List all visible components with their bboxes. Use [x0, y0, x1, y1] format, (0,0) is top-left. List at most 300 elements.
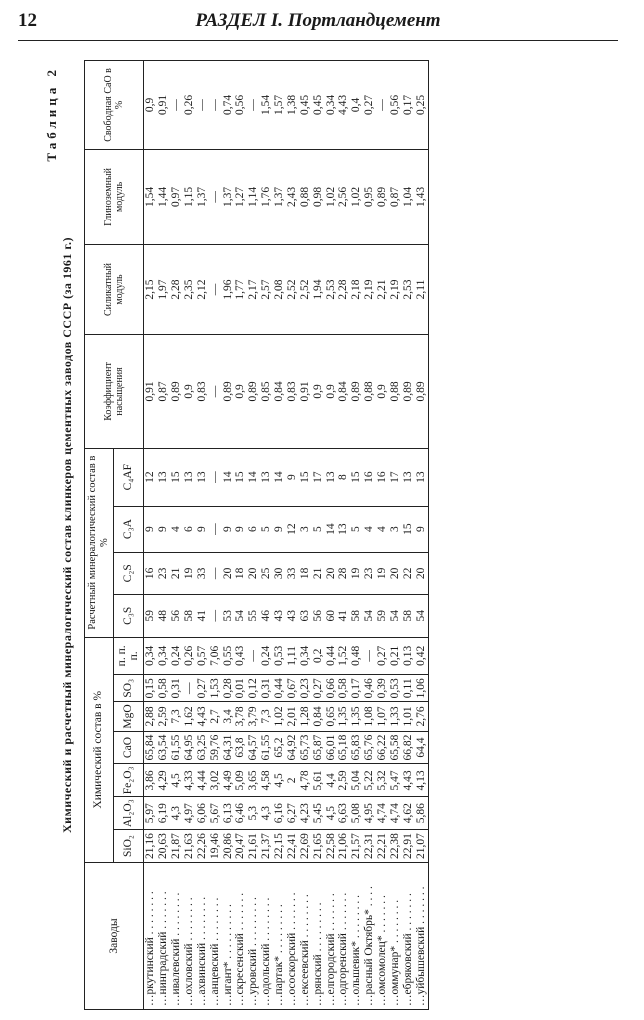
value-cell: 2,11 [415, 244, 428, 334]
value-cell: 21,87 [170, 830, 183, 863]
value-cell: 23 [363, 552, 376, 594]
value-cell: 65,2 [273, 731, 286, 764]
section-title: РАЗДЕЛ I. Портландцемент [195, 10, 441, 31]
factory-name-cell: …анцевский . . . . . . . . [209, 863, 222, 1010]
value-cell: 5,47 [389, 764, 402, 797]
value-cell: 4,78 [299, 764, 312, 797]
value-cell: 7,06 [209, 637, 222, 675]
value-cell: 54 [415, 595, 428, 637]
value-cell: 1,07 [376, 702, 389, 731]
value-cell: 3,65 [247, 764, 260, 797]
value-cell: 13 [157, 448, 170, 506]
value-cell: 0,23 [299, 675, 312, 702]
value-cell: 0,17 [402, 61, 415, 150]
value-cell: 22,91 [402, 830, 415, 863]
factory-name-cell: …ольшевик* . . . . . . . . [350, 863, 363, 1010]
value-cell: 0,84 [337, 335, 350, 449]
value-cell: 2,21 [376, 244, 389, 334]
factory-name-cell: …омсомолец* . . . . . . . [376, 863, 389, 1010]
table-row [415, 61, 428, 1010]
value-cell: 18 [234, 552, 247, 594]
value-cell: 0,66 [325, 675, 338, 702]
value-cell: 6,06 [196, 797, 209, 830]
value-cell: 0,89 [402, 335, 415, 449]
value-cell: 2,19 [363, 244, 376, 334]
value-cell: 2,7 [209, 702, 222, 731]
value-cell: 1,94 [312, 244, 325, 334]
value-cell: 13 [325, 448, 338, 506]
value-cell: 0,46 [363, 675, 376, 702]
value-cell: 2,01 [286, 702, 299, 731]
table-row [350, 61, 363, 1010]
value-cell: 1,02 [273, 702, 286, 731]
value-cell: 1,08 [363, 702, 376, 731]
value-cell: 3,86 [144, 764, 157, 797]
group-chemical-header: Химический состав в % [85, 637, 114, 862]
value-cell: 20 [389, 552, 402, 594]
value-cell: 0,31 [260, 675, 273, 702]
value-cell: 3,02 [209, 764, 222, 797]
value-cell: 63,25 [196, 731, 209, 764]
table-row [402, 61, 415, 1010]
value-cell: 63,8 [234, 731, 247, 764]
value-cell: 0,34 [299, 637, 312, 675]
value-cell: 15 [299, 448, 312, 506]
value-cell: — [170, 61, 183, 150]
value-cell: 5,32 [376, 764, 389, 797]
value-cell: 1,35 [350, 702, 363, 731]
value-cell: 6,13 [222, 797, 235, 830]
page-header [18, 10, 618, 41]
table-row [325, 61, 338, 1010]
value-cell: — [247, 637, 260, 675]
value-cell: — [209, 506, 222, 552]
value-cell: 4 [170, 506, 183, 552]
value-cell: 1,57 [273, 61, 286, 150]
table-row [376, 61, 389, 1010]
value-cell: 0,98 [312, 149, 325, 244]
value-cell: 9 [157, 506, 170, 552]
value-cell: 53 [222, 595, 235, 637]
value-cell: 22,69 [299, 830, 312, 863]
value-cell: 1,62 [183, 702, 196, 731]
table-row [196, 61, 209, 1010]
factory-name-cell: …одольский . . . . . . . . [260, 863, 273, 1010]
factory-name-cell: …уровский . . . . . . . . . [247, 863, 260, 1010]
value-cell: 0,84 [273, 335, 286, 449]
value-cell: 0,89 [222, 335, 235, 449]
value-cell: 1,28 [299, 702, 312, 731]
table-row [363, 61, 376, 1010]
value-cell: 0,55 [222, 637, 235, 675]
value-cell: 33 [286, 552, 299, 594]
factory-name-cell: …партак* . . . . . . . . . [273, 863, 286, 1010]
value-cell: 1,96 [222, 244, 235, 334]
table-row [286, 61, 299, 1010]
value-cell: 0,12 [247, 675, 260, 702]
value-cell: 0,2 [312, 637, 325, 675]
value-cell: 0,84 [312, 702, 325, 731]
value-cell: 1,04 [402, 149, 415, 244]
value-cell: 21,16 [144, 830, 157, 863]
value-cell: 20,86 [222, 830, 235, 863]
value-cell: 0,9 [144, 61, 157, 150]
factory-name-cell: …игант* . . . . . . . . . . [222, 863, 235, 1010]
value-cell: 19 [350, 552, 363, 594]
value-cell: 41 [196, 595, 209, 637]
value-cell: 0,45 [312, 61, 325, 150]
value-cell: 22 [402, 552, 415, 594]
col-so3-header: SO₃ [113, 675, 144, 702]
value-cell: 13 [183, 448, 196, 506]
value-cell: 3,79 [247, 702, 260, 731]
value-cell: 8 [337, 448, 350, 506]
value-cell: 2,35 [183, 244, 196, 334]
factory-name-cell: …нинградский . . . . . . . [157, 863, 170, 1010]
value-cell: 61,55 [260, 731, 273, 764]
col-silica-modulus-header: Силикатный модуль [85, 244, 144, 334]
value-cell: 0,28 [222, 675, 235, 702]
value-cell: 0,25 [415, 61, 428, 150]
table-row [312, 61, 325, 1010]
factory-name-cell: …рянский . . . . . . . . . [312, 863, 325, 1010]
value-cell: 4,49 [222, 764, 235, 797]
value-cell: 43 [273, 595, 286, 637]
table-row [183, 61, 196, 1010]
value-cell: 1,02 [350, 149, 363, 244]
value-cell: 0,13 [402, 637, 415, 675]
value-cell: — [196, 61, 209, 150]
value-cell: 4,58 [260, 764, 273, 797]
value-cell: 14 [325, 506, 338, 552]
value-cell: 22,31 [363, 830, 376, 863]
col-c3s-header: C₃S [113, 595, 144, 637]
value-cell: 0,34 [157, 637, 170, 675]
value-cell: 63 [299, 595, 312, 637]
value-cell: 13 [260, 448, 273, 506]
value-cell: 1,33 [389, 702, 402, 731]
value-cell: 0,87 [389, 149, 402, 244]
value-cell: 13 [196, 448, 209, 506]
value-cell: 66,82 [402, 731, 415, 764]
col-alumina-modulus-header: Глиноземный модуль [85, 149, 144, 244]
value-cell: 2,53 [402, 244, 415, 334]
value-cell: 59,76 [209, 731, 222, 764]
value-cell: 14 [222, 448, 235, 506]
value-cell: — [209, 448, 222, 506]
value-cell: 0,9 [312, 335, 325, 449]
value-cell: 41 [337, 595, 350, 637]
value-cell: 0,83 [286, 335, 299, 449]
value-cell: 21,57 [350, 830, 363, 863]
value-cell: 20 [325, 552, 338, 594]
value-cell: 3,78 [234, 702, 247, 731]
value-cell: 0,9 [376, 335, 389, 449]
value-cell: — [209, 335, 222, 449]
value-cell: 2,57 [260, 244, 273, 334]
table-row [337, 61, 350, 1010]
value-cell: 2,18 [350, 244, 363, 334]
value-cell: 5,67 [209, 797, 222, 830]
value-cell: 0,42 [415, 637, 428, 675]
value-cell: 65,73 [299, 731, 312, 764]
value-cell: 9 [234, 506, 247, 552]
col-loi-header: п. п. п. [113, 637, 144, 675]
factory-name-cell: …ебряковский . . . . . . . [402, 863, 415, 1010]
value-cell: 0,89 [247, 335, 260, 449]
value-cell: 1,37 [273, 149, 286, 244]
value-cell: 54 [363, 595, 376, 637]
value-cell: 5,97 [144, 797, 157, 830]
table-row [234, 61, 247, 1010]
value-cell: 0,27 [312, 675, 325, 702]
value-cell: 64,92 [286, 731, 299, 764]
value-cell: 5,86 [415, 797, 428, 830]
value-cell: 1,15 [183, 149, 196, 244]
factory-name-cell: …охловский . . . . . . . . [183, 863, 196, 1010]
value-cell: 48 [157, 595, 170, 637]
value-cell: 15 [170, 448, 183, 506]
value-cell: 0,67 [286, 675, 299, 702]
value-cell: 13 [337, 506, 350, 552]
value-cell: 64,95 [183, 731, 196, 764]
value-cell: 4,44 [196, 764, 209, 797]
value-cell: 22,21 [376, 830, 389, 863]
table-row [157, 61, 170, 1010]
table-row [144, 61, 157, 1010]
value-cell: 9 [196, 506, 209, 552]
col-c3a-header: C₃A [113, 506, 144, 552]
value-cell: 13 [402, 448, 415, 506]
value-cell: 2,59 [337, 764, 350, 797]
value-cell: 17 [389, 448, 402, 506]
value-cell: 0,48 [350, 637, 363, 675]
value-cell: 4,4 [325, 764, 338, 797]
value-cell: 1,37 [222, 149, 235, 244]
value-cell: — [209, 149, 222, 244]
value-cell: 0,15 [144, 675, 157, 702]
value-cell: 54 [389, 595, 402, 637]
value-cell: 4,62 [402, 797, 415, 830]
factory-name-cell: …ркутинский . . . . . . . . [144, 863, 157, 1010]
value-cell: 0,91 [144, 335, 157, 449]
value-cell: 0,65 [325, 702, 338, 731]
value-cell: 5 [260, 506, 273, 552]
value-cell: 14 [247, 448, 260, 506]
value-cell: 58 [183, 595, 196, 637]
value-cell: 56 [170, 595, 183, 637]
value-cell: 66,22 [376, 731, 389, 764]
value-cell: 0,89 [350, 335, 363, 449]
value-cell: — [209, 244, 222, 334]
value-cell: 19 [183, 552, 196, 594]
col-cao-header: CaO [113, 731, 144, 764]
value-cell: 15 [402, 506, 415, 552]
value-cell: 0,31 [170, 675, 183, 702]
value-cell: 1,44 [157, 149, 170, 244]
value-cell: 19,46 [209, 830, 222, 863]
value-cell: 2,76 [415, 702, 428, 731]
table-row [170, 61, 183, 1010]
col-al2o3-header: Al₂O₃ [113, 797, 144, 830]
value-cell: 61,55 [170, 731, 183, 764]
value-cell: 22,58 [325, 830, 338, 863]
value-cell: 21,37 [260, 830, 273, 863]
value-cell: 0,26 [183, 637, 196, 675]
value-cell: 0,56 [234, 61, 247, 150]
value-cell: 0,27 [363, 61, 376, 150]
value-cell: 0,34 [144, 637, 157, 675]
factory-name-cell: …елгородский . . . . . . . [325, 863, 338, 1010]
value-cell: — [209, 595, 222, 637]
value-cell: 2 [286, 764, 299, 797]
value-cell: 0,95 [363, 149, 376, 244]
value-cell: 22,26 [196, 830, 209, 863]
table-row [247, 61, 260, 1010]
table-body [144, 61, 428, 1010]
value-cell: 6,16 [273, 797, 286, 830]
value-cell: 15 [350, 448, 363, 506]
value-cell: 1,54 [144, 149, 157, 244]
value-cell: 0,45 [299, 61, 312, 150]
value-cell: 20,63 [157, 830, 170, 863]
value-cell: 65,87 [312, 731, 325, 764]
table-row [222, 61, 235, 1010]
value-cell: 21,06 [337, 830, 350, 863]
value-cell: 0,9 [325, 335, 338, 449]
value-cell: 0,43 [234, 637, 247, 675]
value-cell: 4,13 [415, 764, 428, 797]
value-cell: 0,21 [389, 637, 402, 675]
value-cell: 0,89 [170, 335, 183, 449]
table-caption: Химический и расчетный минералогический состав клинкеров цементных заводов СССР (за 1961 г.) [60, 237, 74, 833]
value-cell: 65,76 [363, 731, 376, 764]
factory-name-cell: …уйбышевский . . . . . . . [415, 863, 428, 1010]
value-cell: 1,77 [234, 244, 247, 334]
value-cell: 4,5 [273, 764, 286, 797]
value-cell: 65,83 [350, 731, 363, 764]
value-cell: 0,53 [273, 637, 286, 675]
value-cell: 19 [376, 552, 389, 594]
value-cell: 5 [312, 506, 325, 552]
value-cell: 4 [363, 506, 376, 552]
page-number: 12 [18, 10, 37, 31]
value-cell: 4,97 [183, 797, 196, 830]
value-cell: 9 [222, 506, 235, 552]
value-cell: 4,3 [260, 797, 273, 830]
value-cell: 9 [415, 506, 428, 552]
value-cell: 1,27 [234, 149, 247, 244]
clinker-table [84, 60, 429, 1010]
value-cell: 7,3 [170, 702, 183, 731]
value-cell: 4,23 [299, 797, 312, 830]
value-cell: 4 [376, 506, 389, 552]
value-cell: 0,44 [325, 637, 338, 675]
value-cell: 4,33 [183, 764, 196, 797]
col-fe2o3-header: Fe₂O₃ [113, 764, 144, 797]
value-cell: 1,06 [415, 675, 428, 702]
value-cell: 16 [144, 552, 157, 594]
value-cell: 5,04 [350, 764, 363, 797]
value-cell: 0,24 [170, 637, 183, 675]
value-cell: 6,63 [337, 797, 350, 830]
value-cell: 55 [247, 595, 260, 637]
value-cell: 1,02 [325, 149, 338, 244]
value-cell: 7,3 [260, 702, 273, 731]
value-cell: 2,88 [144, 702, 157, 731]
value-cell: 65,84 [144, 731, 157, 764]
value-cell: 1,43 [415, 149, 428, 244]
value-cell: 4,5 [325, 797, 338, 830]
value-cell: 64,31 [222, 731, 235, 764]
value-cell: 1,35 [337, 702, 350, 731]
value-cell: 5,09 [234, 764, 247, 797]
value-cell: 1,52 [337, 637, 350, 675]
factory-name-cell: …ивалевский . . . . . . . . [170, 863, 183, 1010]
value-cell: 0,91 [299, 335, 312, 449]
value-cell: 21,07 [415, 830, 428, 863]
value-cell: 4,43 [196, 702, 209, 731]
value-cell: 1,11 [286, 637, 299, 675]
value-cell: 66,01 [325, 731, 338, 764]
value-cell: 1,76 [260, 149, 273, 244]
value-cell: 0,88 [363, 335, 376, 449]
value-cell: 9 [144, 506, 157, 552]
value-cell: 5,45 [312, 797, 325, 830]
value-cell: 20,47 [234, 830, 247, 863]
value-cell: 2,28 [337, 244, 350, 334]
value-cell: 0,89 [376, 149, 389, 244]
value-cell: 4,43 [337, 61, 350, 150]
rotated-table-block [40, 60, 630, 1010]
value-cell: 54 [234, 595, 247, 637]
value-cell: 3 [389, 506, 402, 552]
value-cell: 9 [273, 506, 286, 552]
value-cell: 1,14 [247, 149, 260, 244]
value-cell: 23 [157, 552, 170, 594]
value-cell: 1,54 [260, 61, 273, 150]
value-cell: 43 [286, 595, 299, 637]
value-cell: 21 [170, 552, 183, 594]
value-cell: 56 [312, 595, 325, 637]
value-cell: 21,63 [183, 830, 196, 863]
value-cell: 2,15 [144, 244, 157, 334]
factory-name-cell: …оммунар* . . . . . . . . [389, 863, 402, 1010]
value-cell: 2,28 [170, 244, 183, 334]
value-cell: 4,5 [170, 764, 183, 797]
col-factory-header: Заводы [85, 863, 144, 1010]
factory-name-cell: …ексеевский . . . . . . . . [299, 863, 312, 1010]
value-cell: 64,57 [247, 731, 260, 764]
value-cell: 0,97 [170, 149, 183, 244]
value-cell: 6,19 [157, 797, 170, 830]
value-cell: 12 [144, 448, 157, 506]
value-cell: 13 [415, 448, 428, 506]
col-sio2-header: SiO₂ [113, 830, 144, 863]
value-cell: — [363, 637, 376, 675]
value-cell: — [247, 61, 260, 150]
value-cell: 17 [312, 448, 325, 506]
value-cell: 2,56 [337, 149, 350, 244]
value-cell: 0,56 [389, 61, 402, 150]
value-cell: 18 [299, 552, 312, 594]
value-cell: 0,87 [157, 335, 170, 449]
value-cell: — [183, 675, 196, 702]
table-tag: Таблица 2 [44, 66, 59, 162]
col-c2s-header: C₂S [113, 552, 144, 594]
value-cell: 20 [415, 552, 428, 594]
value-cell: 0,74 [222, 61, 235, 150]
